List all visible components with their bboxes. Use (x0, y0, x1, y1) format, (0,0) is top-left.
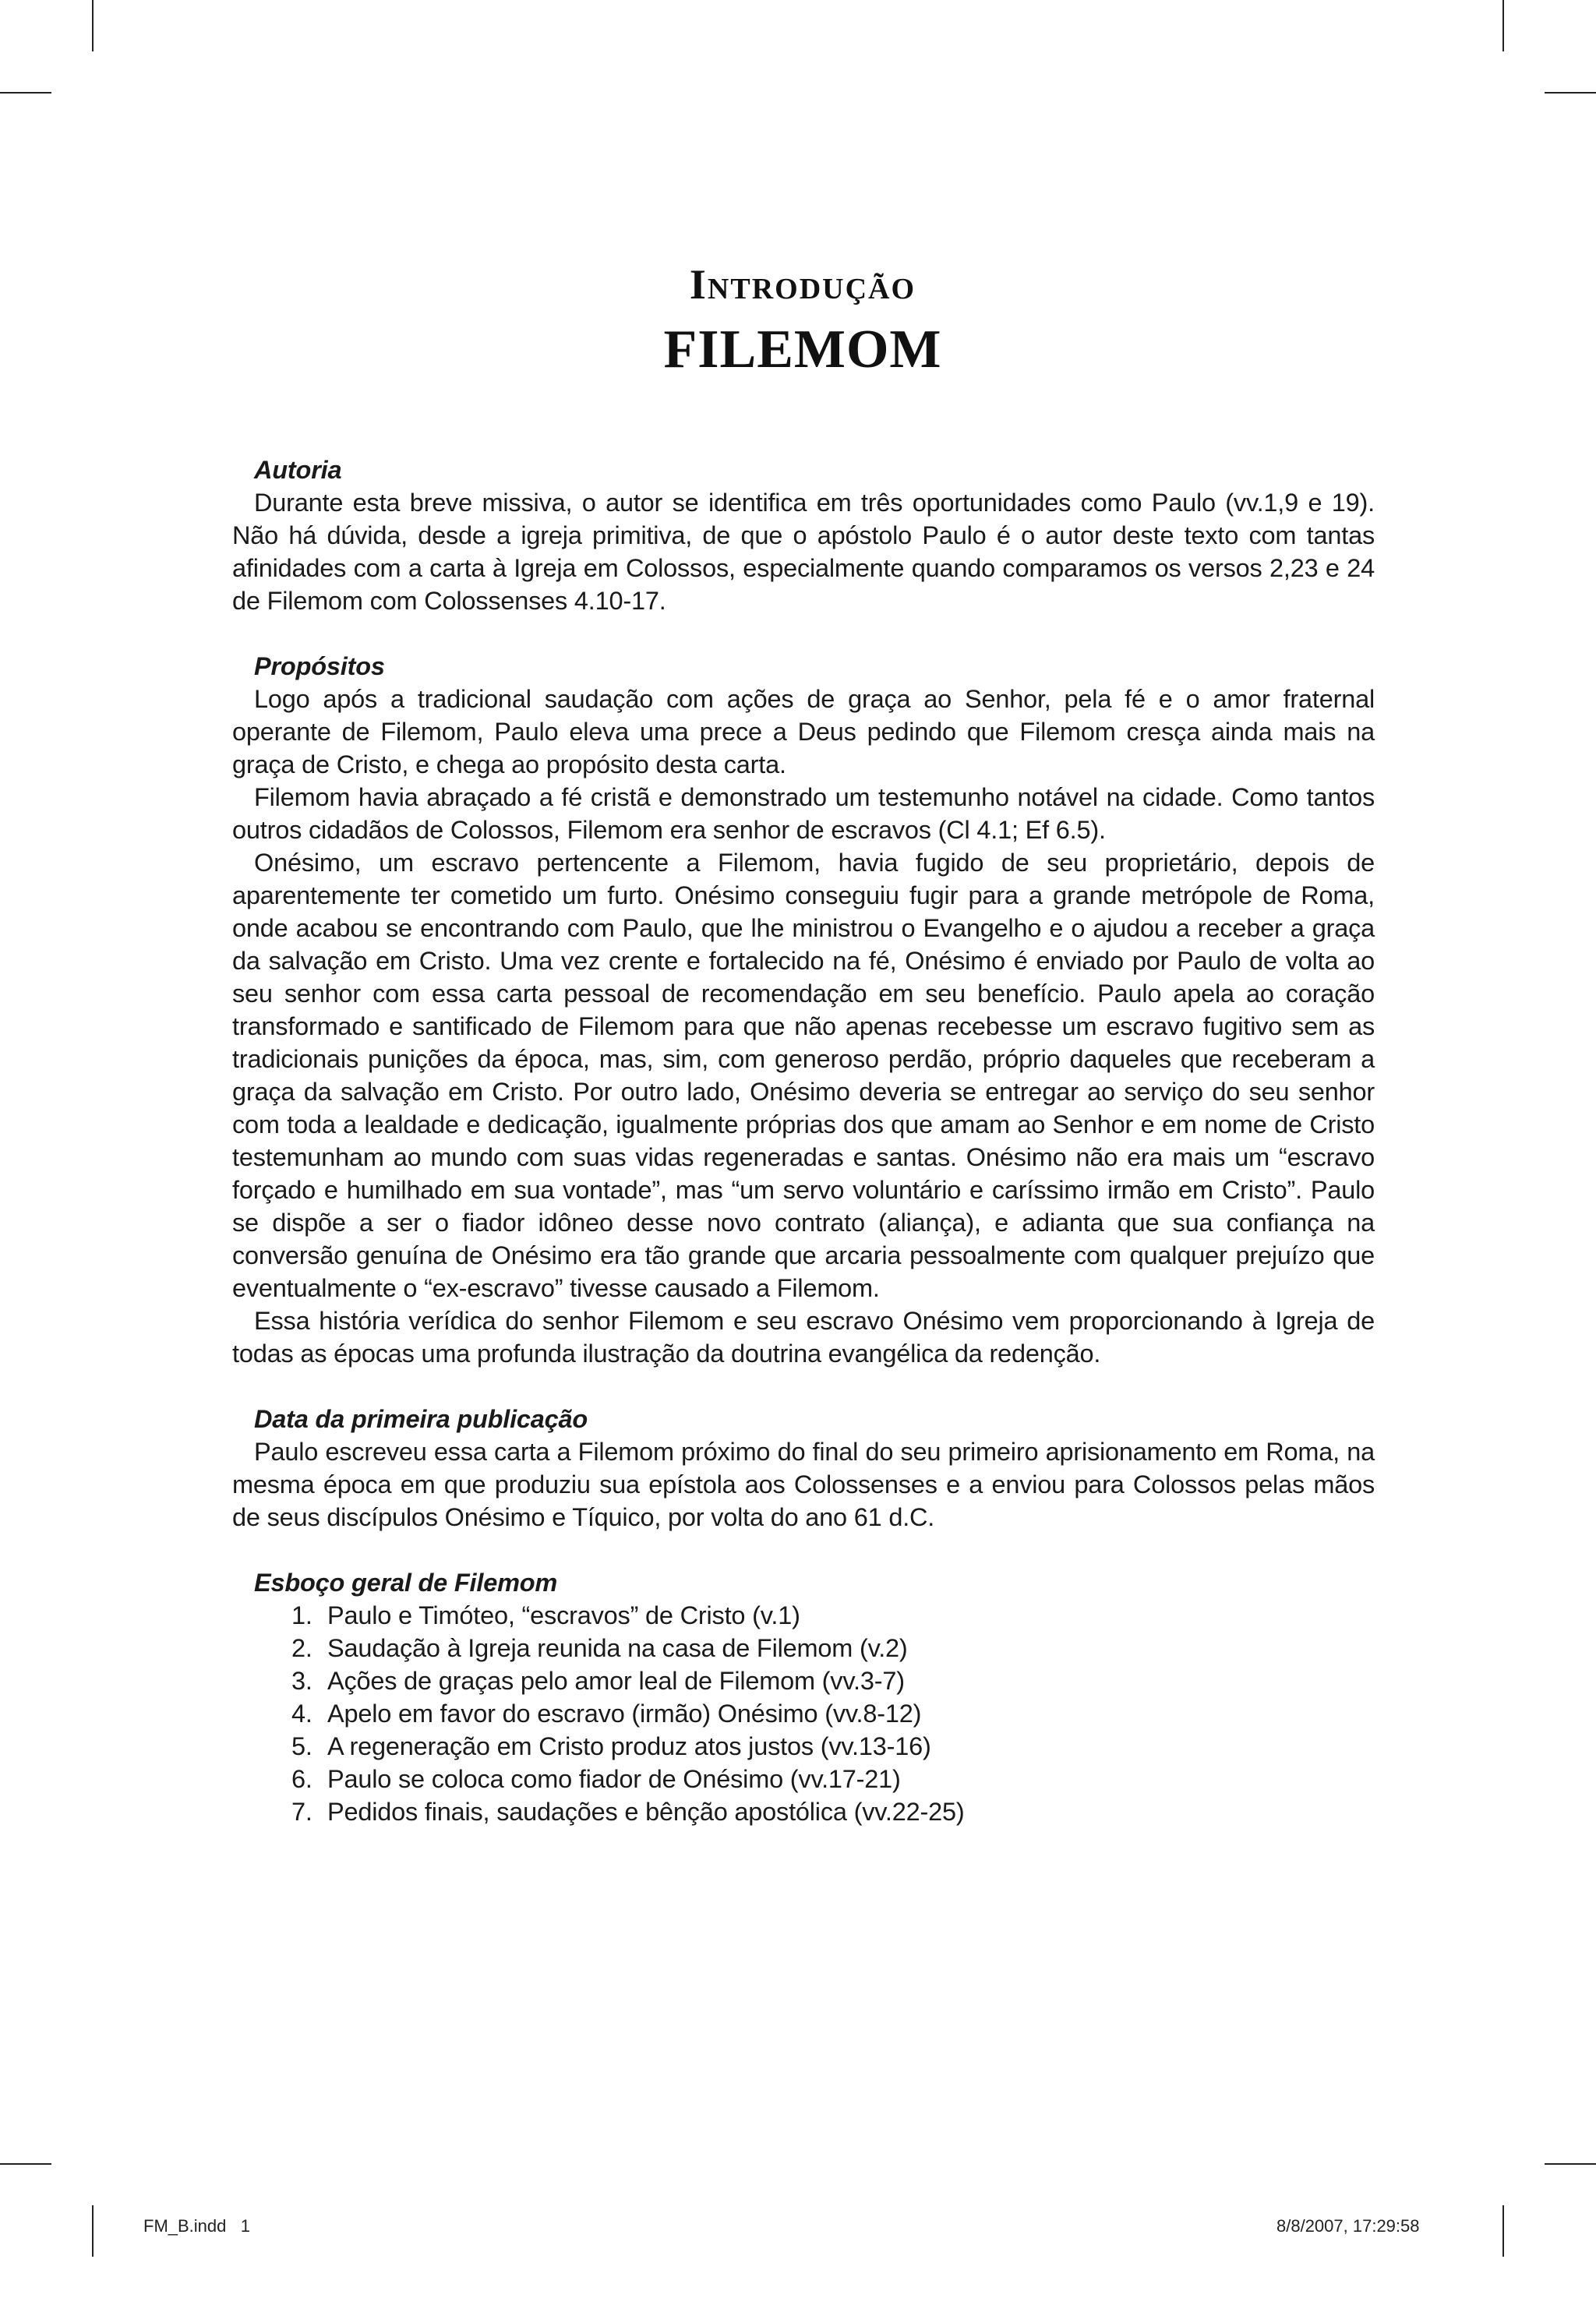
paragraph: Onésimo, um escravo pertencente a Filemom, havia fugido de seu proprietário, depois de aparentemente ter cometido um furto. Onésimo conseguiu fugir para a grande metrópole de Roma, onde acabou se encontrando com Paulo, que lhe ministrou o Evangelho e o ajudou a receber a graça da salvação em Cristo. Uma vez crente e fortalecido na fé, Onésimo é enviado por Paulo de volta ao seu senhor com essa carta pessoal de recomendação em seu benefício. Paulo apela ao coração transformado e santificado de Filemom para que não apenas recebesse um escravo fugitivo sem as tradicionais punições da época, mas, sim, com generoso perdão, próprio daqueles que receberam a graça da salvação em Cristo. Por outro lado, Onésimo deveria se entregar ao serviço do seu senhor com toda a lealdade e dedicação, igualmente próprias dos que amam ao Senhor e em nome de Cristo testemunham ao mundo com suas vidas regeneradas e santas. Onésimo não era mais um “escravo forçado e humilhado em sua vontade”, mas “um servo voluntário e caríssimo irmão em Cristo”. Paulo se dispõe a ser o fiador idôneo desse novo contrato (aliança), e adianta que sua confiança na conversão genuína de Onésimo era tão grande que arcaria pessoalmente com qualquer prejuízo que eventualmente o “ex-escravo” tivesse causado a Filemom. (232, 849, 1375, 1302)
list-item (232, 1697, 1375, 1730)
section-heading: Esboço geral de Filemom (254, 1569, 558, 1597)
crop-mark-top-left-h (0, 92, 51, 94)
section-heading: Propósitos (254, 652, 385, 680)
list-item (232, 1795, 1375, 1828)
list-item (232, 1763, 1375, 1795)
paragraph: Essa história verídica do senhor Filemom e seu escravo Onésimo vem proporcionando à Igreja de todas as épocas uma profunda ilustração da doutrina evangélica da redenção. (232, 1307, 1375, 1368)
footer-timestamp: 8/8/2007, 17:29:58 (1276, 2216, 1420, 2236)
crop-mark-bottom-left (92, 2205, 94, 2257)
paragraph: Filemom havia abraçado a fé cristã e demonstrado um testemunho notável na cidade. Como tantos outros cidadãos de Colossos, Filemom era senhor de escravos (Cl 4.1; Ef 6.5). (232, 783, 1375, 844)
crop-mark-top-right (1502, 0, 1504, 51)
crop-mark-top-right-h (1545, 92, 1596, 94)
list-item-text: Ações de graças pelo amor leal de Filemom (vv.3-7) (327, 1667, 905, 1695)
list-item (232, 1664, 1375, 1697)
section-heading: Data da primeira publicação (254, 1405, 588, 1433)
crop-mark-bottom-right-h (1545, 2163, 1596, 2165)
list-item-number: 2. (291, 1634, 312, 1662)
section-purposes (232, 650, 1375, 1370)
list-item-number: 4. (291, 1700, 312, 1728)
list-item-number: 1. (291, 1601, 312, 1629)
paragraph: Logo após a tradicional saudação com ações de graça ao Senhor, pela fé e o amor fraternal operante de Filemom, Paulo eleva uma prece a Deus pedindo que Filemom cresça ainda mais na graça de Cristo, e chega ao propósito desta carta. (232, 685, 1375, 778)
list-item-text: Saudação à Igreja reunida na casa de Filemom (v.2) (327, 1634, 908, 1662)
page-header (0, 257, 1596, 383)
list-item-number: 7. (291, 1798, 312, 1826)
section-outline (232, 1566, 1375, 1828)
footer-file-label: FM_B.indd 1 (143, 2216, 250, 2236)
list-item-number: 3. (291, 1667, 312, 1695)
section-authorship (232, 454, 1375, 617)
list-item-number: 6. (291, 1765, 312, 1793)
document-body (232, 454, 1375, 1861)
crop-mark-bottom-right (1502, 2205, 1504, 2257)
list-item (232, 1730, 1375, 1763)
section-heading: Autoria (254, 456, 342, 484)
crop-mark-bottom-left-h (0, 2163, 51, 2165)
book-title: FILEMOM (663, 319, 942, 379)
list-item-text: Paulo e Timóteo, “escravos” de Cristo (v.1) (327, 1601, 800, 1629)
crop-mark-top-left (92, 0, 94, 51)
section-publication-date (232, 1403, 1375, 1534)
list-item (232, 1599, 1375, 1632)
list-item-number: 5. (291, 1732, 312, 1760)
list-item (232, 1632, 1375, 1664)
paragraph: Durante esta breve missiva, o autor se identifica em três oportunidades como Paulo (vv.1,9 e 19). Não há dúvida, desde a igreja primitiva, de que o apóstolo Paulo é o autor deste texto com tantas afinidades com a carta à Igreja em Colossos, especialmente quando comparamos os versos 2,23 e 24 de Filemom com Colossenses 4.10-17. (232, 489, 1375, 615)
outline-list (232, 1599, 1375, 1828)
paragraph: Paulo escreveu essa carta a Filemom próximo do final do seu primeiro aprisionamento em Roma, na mesma época em que produziu sua epístola aos Colossenses e a enviou para Colossos pelas mãos de seus discípulos Onésimo e Tíquico, por volta do ano 61 d.C. (232, 1438, 1375, 1531)
list-item-text: Apelo em favor do escravo (irmão) Onésimo (vv.8-12) (327, 1700, 922, 1728)
list-item-text: Paulo se coloca como fiador de Onésimo (vv.17-21) (327, 1765, 901, 1793)
intro-title: Introdução (689, 261, 916, 308)
list-item-text: A regeneração em Cristo produz atos justos (vv.13-16) (327, 1732, 931, 1760)
list-item-text: Pedidos finais, saudações e bênção apostólica (vv.22-25) (327, 1798, 965, 1826)
